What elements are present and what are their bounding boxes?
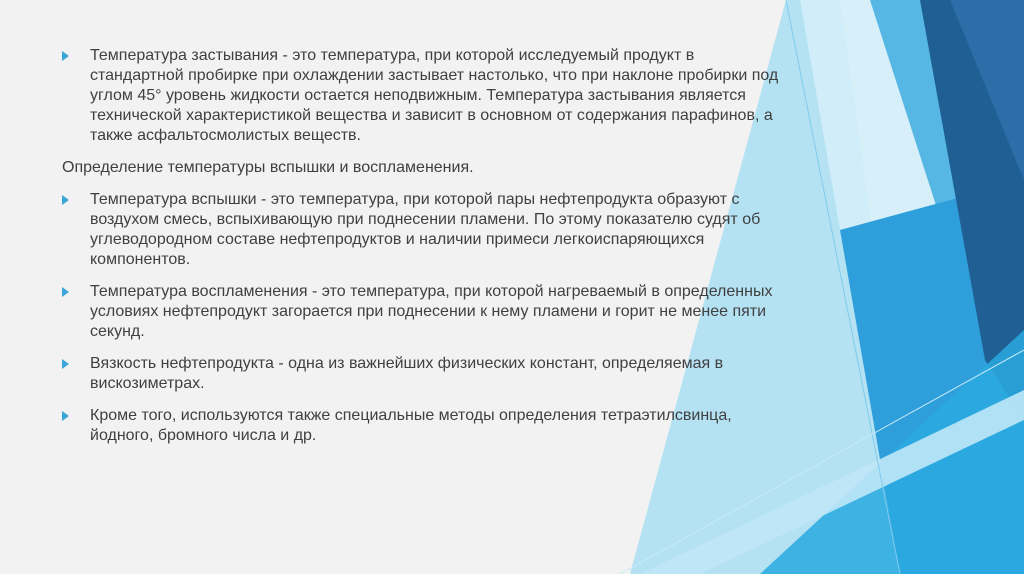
bullet-item-pour-point [62, 46, 782, 146]
bullet-triangle-icon [62, 287, 69, 297]
section-heading [62, 158, 782, 178]
bullet-item-flash-point [62, 190, 782, 270]
bullet-text: Температура воспламенения - это температура, при которой нагреваемый в определенных условиях нефтепродукт загорается при поднесении к нему пламени и горит не менее пяти секунд. [90, 283, 773, 340]
bullet-triangle-icon [62, 51, 69, 61]
bullet-triangle-icon [62, 359, 69, 369]
bullet-text: Температура застывания - это температура, при которой исследуемый продукт в стандартной пробирке при охлаждении застывает настолько, что при наклоне пробирки под углом 45° уровень жидкости остается неподвижным. Температура застывания является технической характеристикой вещества и зависит в основном от содержания парафинов, а также асфальтосмолистых веществ. [90, 47, 779, 144]
bullet-item-ignition-point [62, 282, 782, 342]
bullet-text: Температура вспышки - это температура, при которой пары нефтепродукта образуют с воздухом смесь, вспыхивающую при поднесении пламени. По этому показателю судят об углеводородном составе нефтепродуктов и наличии примеси легкоиспаряющихся компонентов. [90, 191, 761, 268]
slide-body [62, 46, 782, 446]
bullet-triangle-icon [62, 411, 69, 421]
heading-text: Определение температуры вспышки и воспламенения. [62, 159, 474, 176]
bullet-item-special-methods [62, 406, 782, 446]
bullet-text: Кроме того, используются также специальные методы определения тетраэтилсвинца, йодного, бромного числа и др. [90, 407, 732, 444]
bullet-triangle-icon [62, 195, 69, 205]
bullet-text: Вязкость нефтепродукта - одна из важнейших физических констант, определяемая в вискозиметрах. [90, 355, 724, 392]
bullet-item-viscosity [62, 354, 782, 394]
